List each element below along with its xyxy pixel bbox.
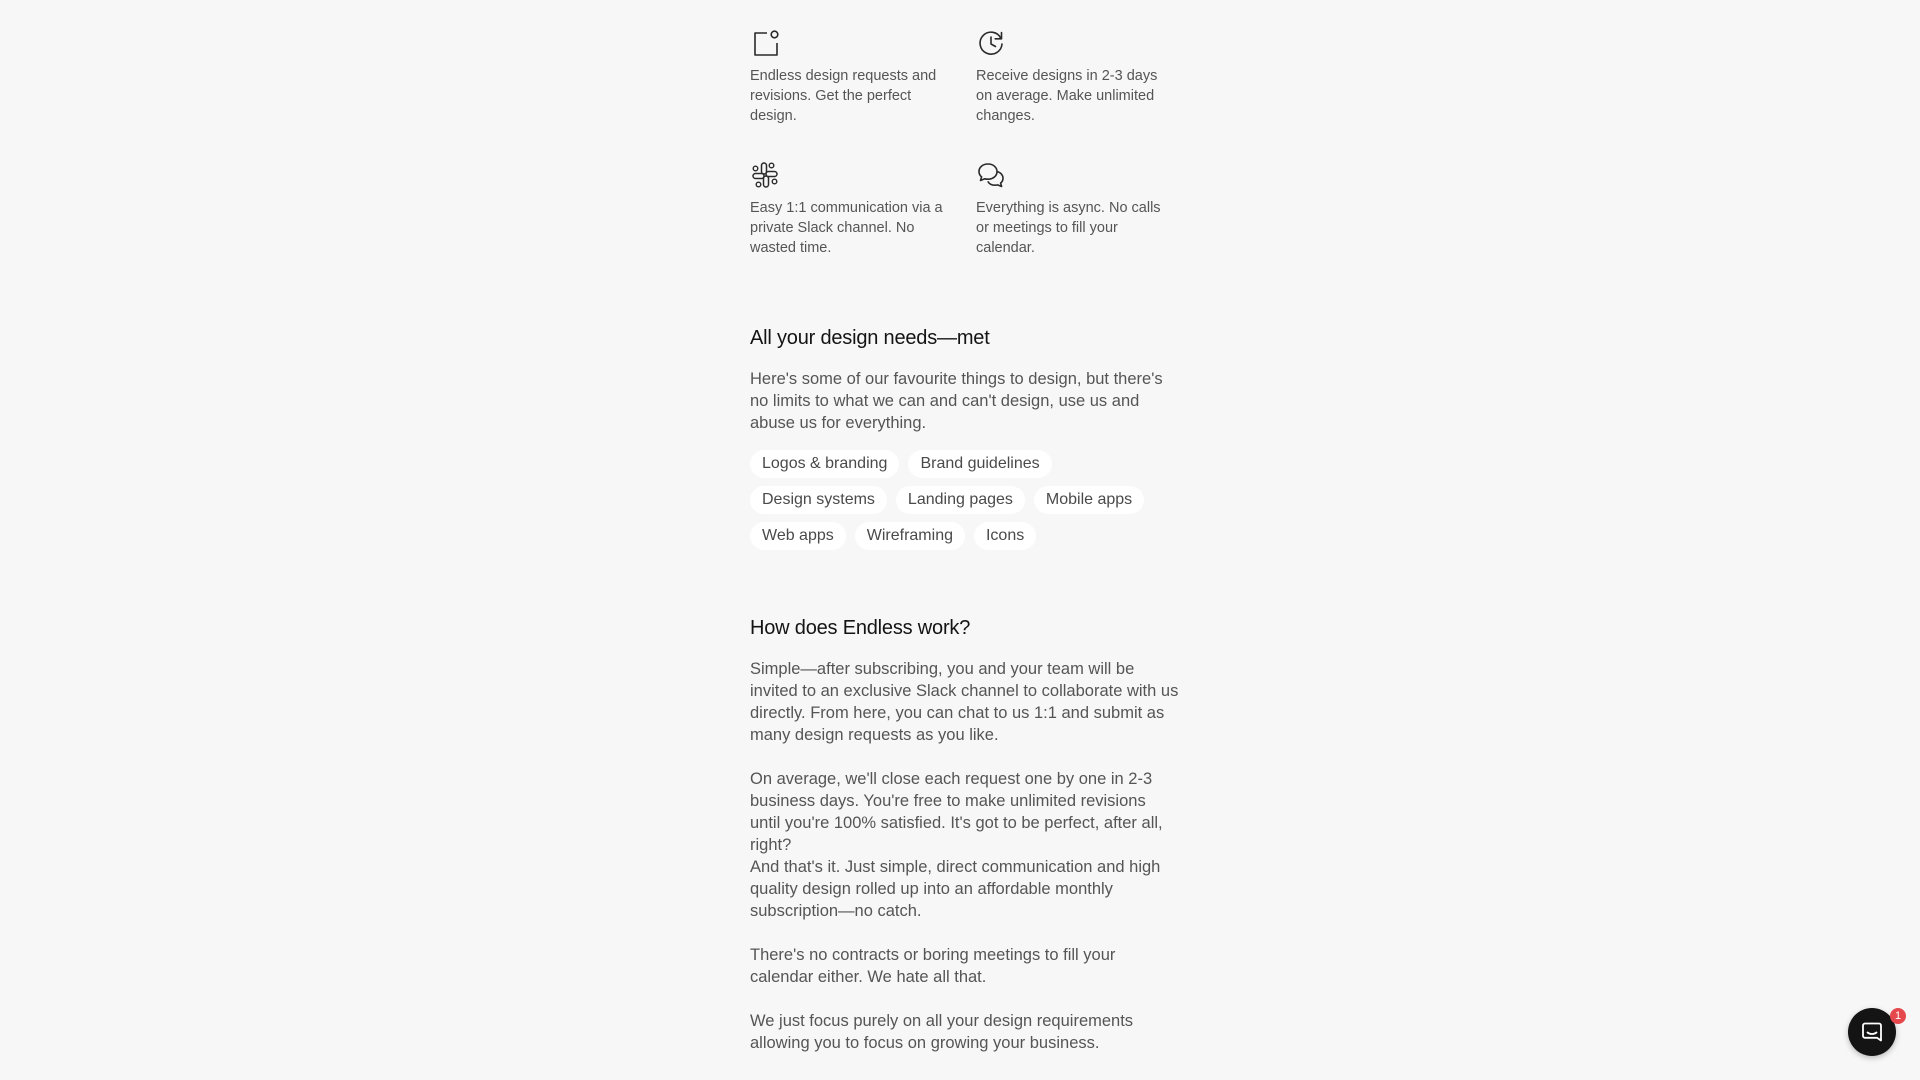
feature-unlimited-requests bbox=[750, 28, 945, 126]
chat-bubbles-icon bbox=[976, 160, 1006, 190]
how-paragraph-turnaround: On average, we'll close each request one by one in 2-3 business days. You're free to make unlimited revisions until you're 100% satisfied. It's got to be perfect, after all, right? bbox=[750, 770, 1163, 854]
tag-design-systems: Design systems bbox=[750, 486, 887, 514]
tag-brand-guidelines: Brand guidelines bbox=[908, 450, 1051, 478]
notification-badge: 1 bbox=[1890, 1008, 1906, 1024]
how-it-works-heading: How does Endless work? bbox=[750, 617, 971, 639]
tag-icons: Icons bbox=[974, 522, 1036, 550]
tag-landing-pages: Landing pages bbox=[896, 486, 1025, 514]
feature-text: Everything is async. No calls or meetings to fill your calendar. bbox=[976, 200, 1161, 256]
tag-row bbox=[750, 450, 1175, 478]
tag-mobile-apps: Mobile apps bbox=[1034, 486, 1144, 514]
tag-wireframing: Wireframing bbox=[855, 522, 965, 550]
how-paragraph-subscribing: Simple—after subscribing, you and your team will be invited to an exclusive Slack channel to collaborate with us directly. From here, you can chat to us 1:1 and submit as many design requests as you like. bbox=[750, 660, 1179, 744]
design-needs-tags bbox=[750, 450, 1175, 558]
feature-text: Easy 1:1 communication via a private Slack channel. No wasted time. bbox=[750, 200, 943, 256]
design-needs-heading: All your design needs—met bbox=[750, 327, 990, 349]
feature-text: Receive designs in 2-3 days on average. Make unlimited changes. bbox=[976, 68, 1158, 124]
slack-icon bbox=[750, 160, 780, 190]
chat-launcher-button[interactable] bbox=[1848, 1008, 1896, 1056]
how-paragraph-subscription: And that's it. Just simple, direct communication and high quality design rolled up into an affordable monthly subscription—no catch. bbox=[750, 858, 1161, 920]
tag-row bbox=[750, 486, 1175, 514]
feature-fast-delivery bbox=[976, 28, 1171, 126]
feature-slack-communication bbox=[750, 160, 945, 258]
tag-web-apps: Web apps bbox=[750, 522, 846, 550]
how-paragraph-focus: We just focus purely on all your design requirements allowing you to focus on growing your business. bbox=[750, 1012, 1134, 1052]
tag-logos-branding: Logos & branding bbox=[750, 450, 899, 478]
request-square-icon bbox=[750, 28, 780, 58]
chat-icon bbox=[1861, 1021, 1883, 1043]
how-paragraph-no-contracts: There's no contracts or boring meetings to fill your calendar either. We hate all that. bbox=[750, 946, 1116, 986]
feature-text: Endless design requests and revisions. Get the perfect design. bbox=[750, 68, 937, 124]
refresh-clock-icon bbox=[976, 28, 1006, 58]
feature-async bbox=[976, 160, 1171, 258]
design-needs-description: Here's some of our favourite things to design, but there's no limits to what we can and can't design, use us and abuse us for everything. bbox=[750, 370, 1163, 432]
tag-row bbox=[750, 522, 1175, 550]
